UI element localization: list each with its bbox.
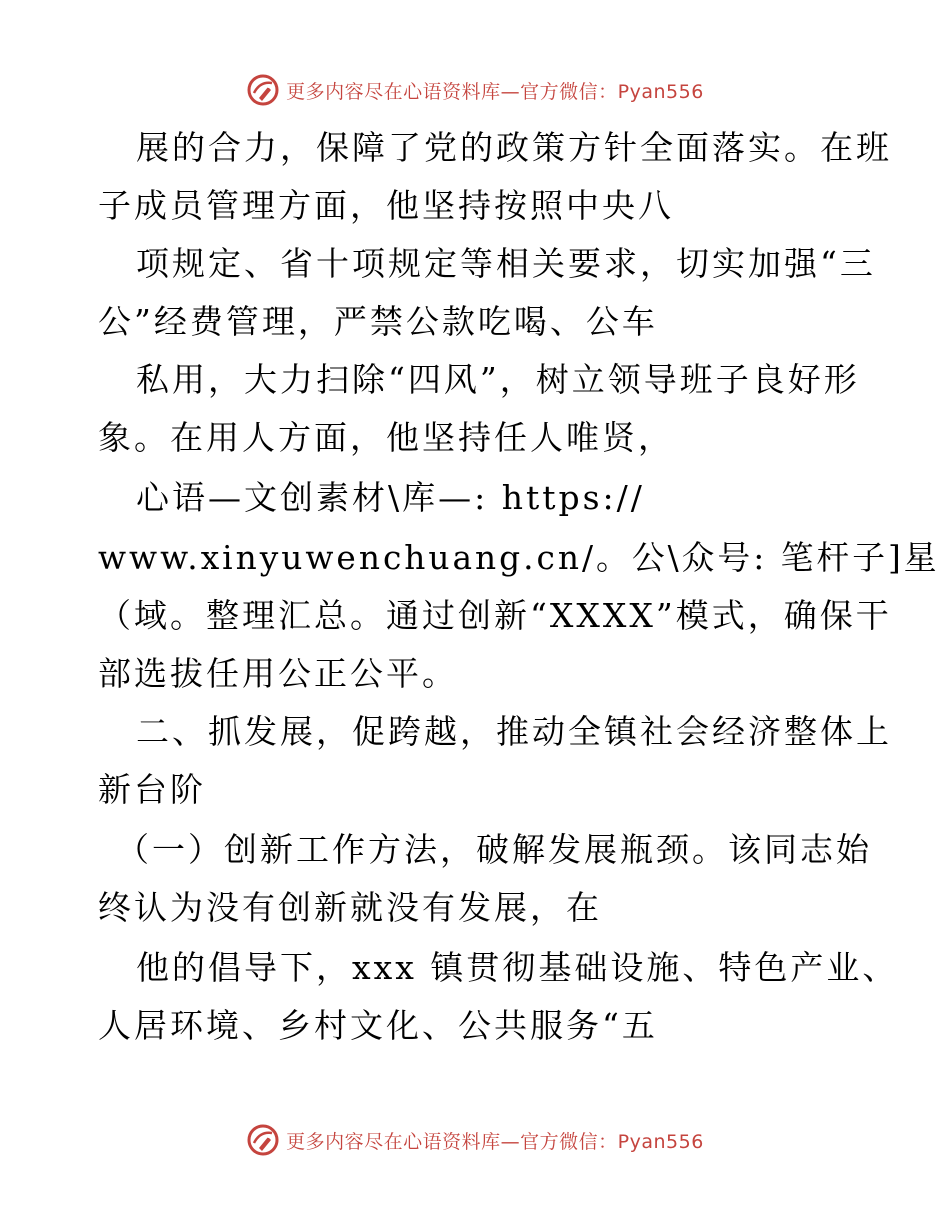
text-line: 公”经费管理，严禁公款吃喝、公车 xyxy=(98,302,658,341)
text-line: 部选拔任用公正公平。 xyxy=(98,654,458,693)
text-line: 人居环境、乡村文化、公共服务“五 xyxy=(98,1006,658,1045)
swirl-pen-logo-icon xyxy=(246,1123,280,1157)
text-line: 二、抓发展，促跨越，推动全镇社会经济整体上 xyxy=(136,712,892,751)
text-line: 新台阶 xyxy=(98,770,206,809)
text-line: 他的倡导下，xxx 镇贯彻基础设施、特色产业、 xyxy=(136,948,899,987)
text-line: （域。整理汇总。通过创新“XXXX”模式，确保干 xyxy=(98,596,892,635)
text-line: 心语—文创素材\库—: https:// xyxy=(136,478,645,517)
text-line: 展的合力，保障了党的政策方针全面落实。在班 xyxy=(136,128,892,167)
text-line: 子成员管理方面，他坚持按照中央八 xyxy=(98,186,674,225)
text-line: 私用，大力扫除“四风”，树立领导班子良好形 xyxy=(136,360,860,399)
text-line: www.xinyuwenchuang.cn/。公\众号: 笔杆子]星 xyxy=(98,538,940,577)
text-line: （一）创新工作方法，破解发展瓶颈。该同志始 xyxy=(116,830,872,869)
header-banner-text: 更多内容尽在心语资料库—官方微信：Pyan556 xyxy=(286,80,704,103)
footer-banner-text: 更多内容尽在心语资料库—官方微信：Pyan556 xyxy=(286,1130,704,1153)
text-line: 项规定、省十项规定等相关要求，切实加强“三 xyxy=(136,244,876,283)
text-line: 象。在用人方面，他坚持任人唯贤， xyxy=(98,418,674,457)
text-line: 终认为没有创新就没有发展，在 xyxy=(98,888,602,927)
footer-banner xyxy=(0,1120,950,1160)
